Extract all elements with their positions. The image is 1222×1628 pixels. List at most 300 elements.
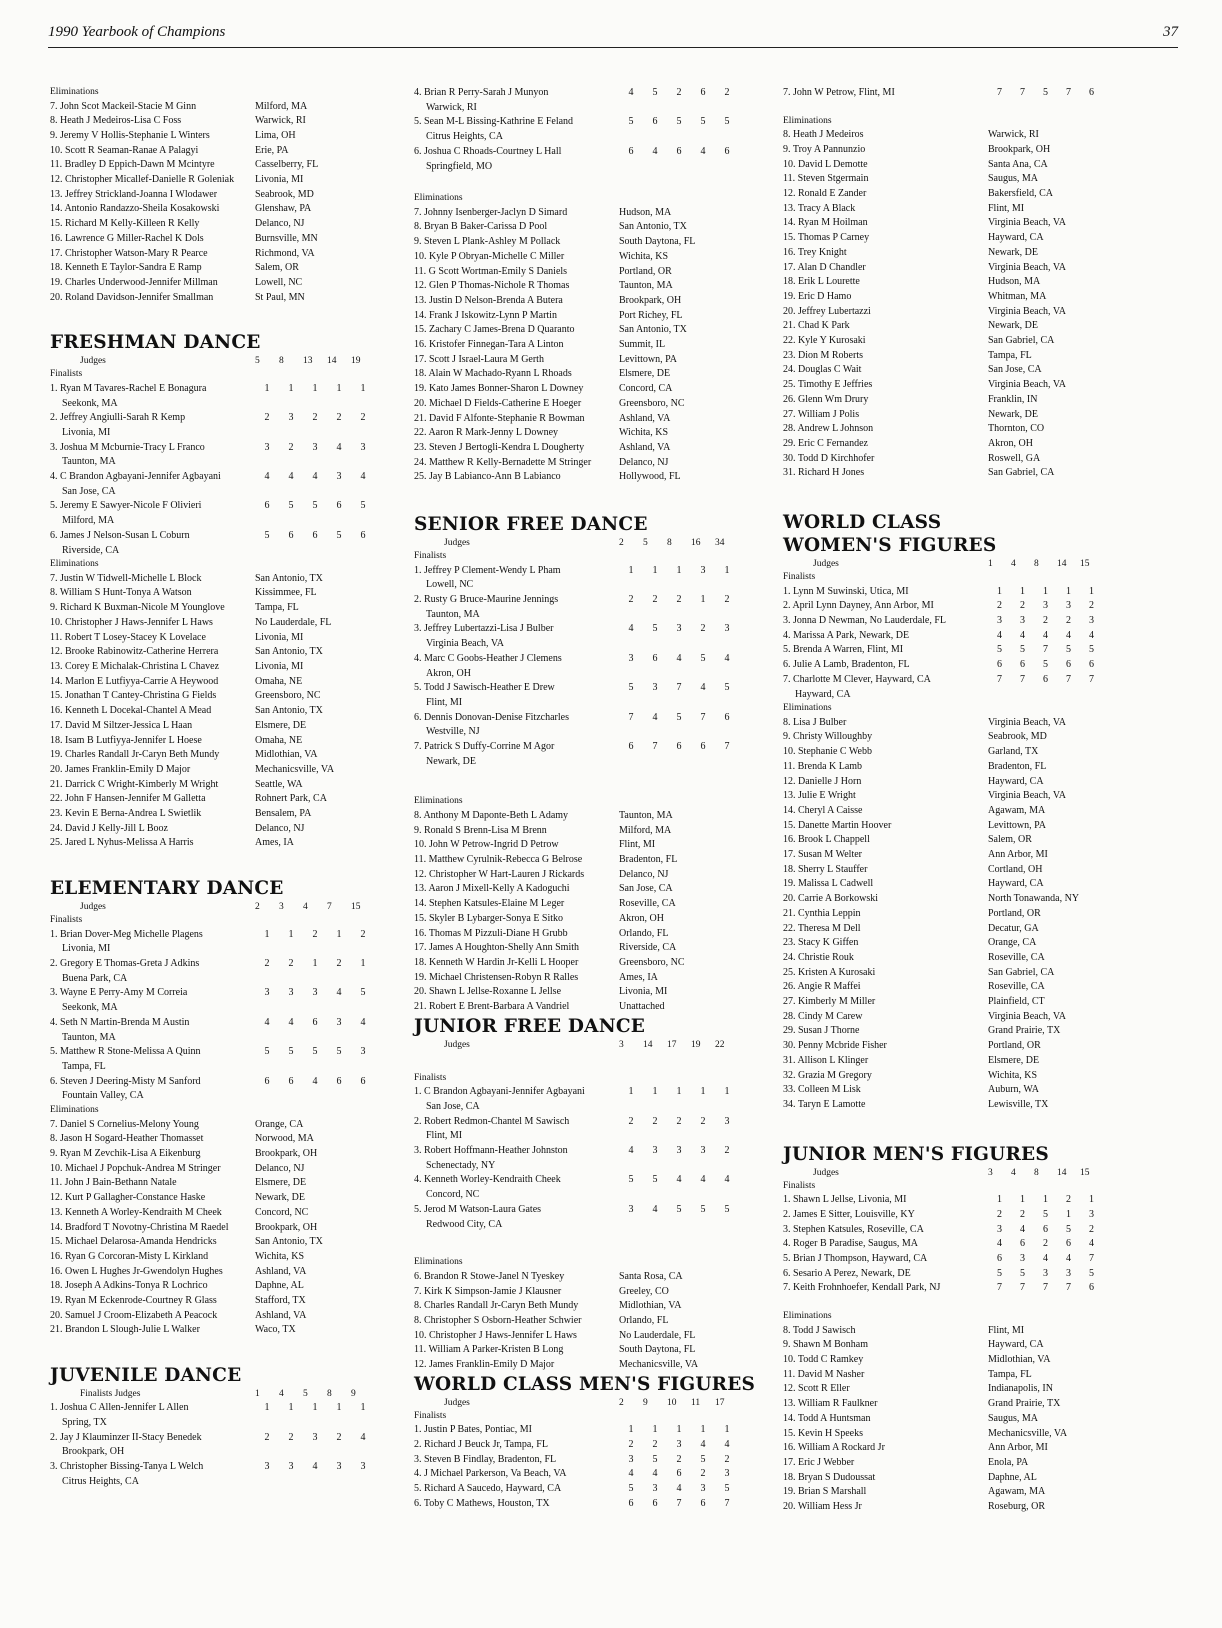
entrant-name: 19. Brian S Marshall [783,1486,867,1498]
entrant-location: Livonia, MI [255,174,304,186]
judge-placement: 4 [336,987,342,999]
entrant-location: Warwick, RI [988,129,1039,141]
entrant-name: 4. Marc C Goobs-Heather J Clemens [414,652,562,664]
judge-placement: 4 [628,623,634,635]
judge-placement: 6 [312,529,318,541]
entrant-name: 12. Scott R Eller [783,1383,850,1395]
entrant-location: Portland, OR [619,265,672,277]
judge-placement: 4 [360,471,366,483]
entrant-location: Ames, IA [619,971,658,983]
judge-placement: 2 [628,593,634,605]
section-spacer [414,174,749,192]
elimination-row [783,1500,1103,1515]
finalist-row [414,115,749,130]
figure-row [414,1453,749,1468]
elimination-row [783,305,1103,320]
entrant-name: 9. Ronald S Brenn-Lisa M Brenn [414,824,547,836]
judge-placement: 3 [360,1046,366,1058]
elimination-row [50,689,385,704]
entrant-location: Wichita, KS [619,250,669,262]
entrant-location: San Gabriel, CA [988,335,1055,347]
elimination-row [50,572,385,587]
entrant-name: 8. Anthony M Daponte-Beth L Adamy [414,809,569,821]
judge-placement: 1 [312,1402,318,1414]
figure-row [783,585,1103,600]
judge-placement: 4 [652,1468,658,1480]
judge-number: 14 [643,1039,653,1050]
entrant-name: 19. Charles Randall Jr-Caryn Beth Mundy [50,749,220,761]
elimination-row [50,144,385,159]
entrant-name: 17. Alan D Chandler [783,261,866,273]
elimination-row [783,745,1103,760]
judge-placement: 6 [336,1075,342,1087]
judge-placement: 6 [1043,673,1048,685]
entrant-name: 19. Eric D Hamo [783,290,852,302]
elimination-row [783,892,1103,907]
entrant-name: 10. Scott R Seaman-Ranae A Palagyi [50,144,199,156]
judge-placement: 4 [700,1174,706,1186]
judge-placement: 1 [997,585,1002,597]
elimination-row [50,792,385,807]
judge-placement: 5 [997,644,1002,656]
entrant-name: 15. Kevin H Speeks [783,1427,863,1439]
judge-number: 22 [715,1039,725,1050]
elimination-row [414,1358,749,1373]
entrant-name: 21. Chad K Park [783,320,850,332]
entrant-name: 11. William A Parker-Kristen B Long [414,1344,564,1356]
entrant-location: Omaha, NE [255,734,303,746]
figure-row [414,1482,749,1497]
elimination-row [783,437,1103,452]
entrant-location: Livonia, MI [255,661,304,672]
entrant-hometown: Citrus Heights, CA [426,131,503,143]
figure-row [783,673,1103,688]
entrant-hometown: Redwood City, CA [426,1218,503,1230]
entrant-location: Milford, MA [255,100,308,112]
judge-number: 2 [619,538,624,549]
judge-placement: 6 [1066,1238,1071,1250]
judge-placement: 3 [676,1145,682,1157]
entrant-location: Virginia Beach, VA [988,1010,1067,1022]
entrant-location: Warwick, RI [255,115,306,127]
judge-placement: 7 [1020,87,1025,98]
subhead: Eliminations [50,559,99,570]
entrant-name: 20. Carrie A Borkowski [783,893,878,905]
subhead: Eliminations [414,193,463,204]
entrant-name: 7. Kirk K Simpson-Jamie J Klausner [414,1285,562,1297]
entrant-name: Hayward, CA [795,688,851,700]
finalist-row [414,652,749,667]
entrant-name: 8. Lisa J Bulber [783,716,847,728]
subhead: Eliminations [50,1105,99,1116]
entrant-location: Roseville, CA [988,981,1045,993]
elimination-row [414,868,749,883]
judge-placement: 5 [652,623,658,635]
entrant-name: 11. David M Nasher [783,1368,865,1380]
entrant-name: 20. Shawn L Jellse-Roxanne L Jellse [414,986,562,998]
judge-placement: 3 [628,652,634,664]
elimination-row [783,290,1103,305]
entrant-location: Elsmere, DE [988,1054,1040,1066]
entrant-hometown: Brookpark, OH [62,1446,125,1458]
section-title: WORLD CLASS [783,512,942,534]
judge-placement: 7 [997,87,1002,98]
section-spacer [783,101,1103,115]
judge-placement: 5 [997,1267,1002,1279]
judge-placement: 6 [652,652,658,664]
entrant-name: 3. Joshua M Mcburnie-Tracy L Franco [50,441,205,453]
judge-number: 4 [303,902,308,913]
judge-placement: 6 [1089,1282,1094,1294]
entrant-location: Greensboro, NC [619,397,685,409]
elimination-row [414,1000,749,1015]
entrant-location: Orlando, FL [619,927,669,939]
judge-number: 7 [327,902,332,913]
elimination-row [783,172,1103,187]
entrant-location: Salem, OR [988,834,1032,846]
entrant-name: 15. Michael Delarosa-Amanda Hendricks [50,1236,217,1248]
elimination-row [783,1427,1103,1442]
elimination-row [414,294,749,309]
judges-header [50,900,385,914]
entrant-name: 4. C Brandon Agbayani-Jennifer Agbayani [50,471,221,483]
elimination-row [414,323,749,338]
elimination-row [414,1314,749,1329]
judge-placement: 6 [724,145,730,157]
entrant-name: 15. Richard M Kelly-Killeen R Kelly [50,218,200,230]
judge-placement: 2 [700,623,706,635]
elimination-row [414,882,749,897]
judge-placement: 3 [1066,600,1071,612]
elimination-row [783,1338,1103,1353]
elimination-row [414,985,749,1000]
finalist-row [50,499,385,514]
judge-placement: 5 [676,711,682,723]
elimination-row [50,1265,385,1280]
entrant-name: 19. Malissa L Cadwell [783,878,874,890]
judge-placement: 4 [676,652,682,664]
finalist-row [414,86,749,101]
elimination-row [50,1309,385,1324]
entrant-name: 6. James J Nelson-Susan L Coburn [50,529,190,541]
judges-label: Judges [444,1039,470,1050]
entrant-name: 24. Christie Rouk [783,951,854,963]
entrant-location: San Antonio, TX [255,572,323,584]
entrant-hometown: Seekonk, MA [62,397,118,409]
judge-placement: 4 [1043,629,1048,641]
entrant-name: 3. Wayne E Perry-Amy M Correia [50,987,188,999]
entrant-name: 22. Aaron R Mark-Jenny L Downey [414,427,559,439]
figure-row [783,1208,1103,1223]
judge-placement: 7 [1020,1282,1025,1294]
entrant-location: Delanco, NJ [619,456,669,468]
entrant-name: 14. Marlon E Lutfiyya-Carrie A Heywood [50,675,219,687]
elimination-row [50,660,385,675]
figure-row [783,629,1103,644]
judge-number: 9 [351,1389,356,1400]
figure-row [783,1267,1103,1282]
entrant-name: 17. Scott J Israel-Laura M Gerth [414,353,544,365]
judge-placement: 5 [652,1174,658,1186]
elimination-row [414,426,749,441]
entrant-location: Virginia Beach, VA [988,261,1067,273]
elimination-row [783,349,1103,364]
judge-placement: 6 [288,529,294,541]
entrant-name: 2. Robert Redmon-Chantel M Sawisch [414,1115,570,1127]
entrant-name: 9. Christy Willoughby [783,731,873,743]
entrant-name: 1. Joshua C Allen-Jennifer L Allen [50,1402,189,1414]
judges-label: Finalists Judges [80,1389,141,1400]
entrant-name: 33. Colleen M Lisk [783,1084,861,1096]
judge-placement: 4 [724,652,730,664]
entrant-name: 18. Kenneth W Hardin Jr-Kelli L Hooper [414,956,579,968]
entrant-name: 7. Daniel S Cornelius-Melony Young [50,1118,199,1130]
judges-label: Judges [444,1397,470,1408]
entrant-name: 31. Richard H Jones [783,467,865,479]
finalist-row [50,470,385,485]
elimination-row [783,1054,1103,1069]
entrant-name: 21. Cynthia Leppin [783,907,861,919]
elimination-row [50,100,385,115]
elimination-row [783,1353,1103,1368]
entrant-name: 22. John F Hansen-Jennifer M Galletta [50,793,206,805]
entrant-name: 4. Brian R Perry-Sarah J Munyon [414,87,549,98]
elimination-row [783,1471,1103,1486]
elimination-row [50,836,385,851]
entrant-name: 28. Cindy M Carew [783,1010,863,1022]
judge-placement: 6 [360,529,366,541]
judge-number: 10 [667,1397,677,1408]
entrant-name: 1. Ryan M Tavares-Rachel E Bonagura [50,382,207,394]
entrant-location: Santa Rosa, CA [619,1270,683,1282]
elimination-row [50,1176,385,1191]
judge-placement: 3 [1043,1267,1048,1279]
judge-placement: 2 [336,1431,342,1443]
elimination-row [414,279,749,294]
entrant-location: Akron, OH [619,912,664,924]
entrant-hometown: Buena Park, CA [62,972,128,984]
entrant-location: Greensboro, NC [255,690,321,702]
figure-row [783,1193,1103,1208]
entrant-location: Orlando, FL [619,1314,669,1326]
elimination-row [414,367,749,382]
entrant-name: 28. Andrew L Johnson [783,423,874,435]
entrant-name: 11. Matthew Cyrulnik-Rebecca G Belrose [414,854,583,866]
elimination-row [50,631,385,646]
entrant-name: 1. Lynn M Suwinski, Utica, MI [783,585,909,597]
judge-placement: 1 [288,1402,294,1414]
entrant-location: Flint, MI [988,1324,1025,1336]
judge-placement: 1 [288,382,294,394]
judge-placement: 2 [997,600,1002,612]
entrant-name: 13. Tracy A Black [783,202,856,214]
judge-number: 4 [1011,1167,1016,1178]
judge-placement: 3 [1089,614,1094,626]
entrant-location: Mechanicsville, VA [988,1427,1068,1439]
entrant-location: Ann Arbor, MI [988,849,1048,861]
elimination-row [414,912,749,927]
entrant-location: North Tonawanda, NY [988,893,1080,905]
judge-number: 19 [691,1039,701,1050]
elimination-row [783,760,1103,775]
entrant-location: Riverside, CA [619,942,677,954]
finalist-row [50,1401,385,1416]
entrant-hometown: Livonia, MI [62,426,111,438]
entrant-location: Waco, TX [255,1324,296,1336]
section-spacer [414,1232,749,1256]
elimination-row [783,1441,1103,1456]
entrant-name: 12. Kurt P Gallagher-Constance Haske [50,1192,206,1204]
entrant-name: 12. Christopher W Hart-Lauren J Rickards [414,868,585,880]
judge-placement: 2 [724,1453,730,1465]
elimination-row [783,466,1103,481]
judge-placement: 4 [1089,1238,1094,1250]
entrant-name: 8. Heath J Medeiros-Lisa C Foss [50,115,182,127]
entrant-name: 8. Jason H Sogard-Heather Thomasset [50,1133,204,1145]
judges-header [414,1038,749,1052]
judge-placement: 7 [1020,673,1025,685]
entrant-name: 7. John W Petrow, Flint, MI [783,87,895,98]
entrant-name: 11. Steven Stgermain [783,173,869,185]
entrant-location: Midlothian, VA [255,749,318,761]
judge-placement: 3 [312,1431,318,1443]
subhead: Finalists [414,551,447,562]
elimination-row [50,719,385,734]
entrant-name: 14. Todd A Huntsman [783,1412,871,1424]
judge-placement: 4 [1089,629,1094,641]
elimination-row [783,936,1103,951]
entrant-location: San Antonio, TX [255,646,323,658]
entrant-hometown: Flint, MI [426,696,463,708]
entrant-name: 19. Ryan M Eckenrode-Courtney R Glass [50,1295,217,1307]
entrant-name: 2. James E Sitter, Louisville, KY [783,1208,915,1220]
entrant-hometown: Westville, NJ [426,726,480,738]
elimination-row [414,412,749,427]
figure-row [783,658,1103,673]
elimination-row [783,980,1103,995]
entrant-location: Hudson, MA [988,276,1041,288]
judge-placement: 6 [676,741,682,753]
figure-row [783,1237,1103,1252]
finalist-row [414,1115,749,1130]
judge-placement: 6 [360,1075,366,1087]
elimination-row [50,1323,385,1338]
judge-placement: 3 [724,1468,730,1480]
subhead: Eliminations [783,1311,832,1322]
judge-placement: 2 [288,958,294,970]
judge-placement: 3 [724,1115,730,1127]
elimination-row [783,378,1103,393]
entrant-location: Virginia Beach, VA [988,716,1067,728]
judge-number: 15 [1080,1167,1090,1178]
elimination-row [783,922,1103,937]
judge-placement: 1 [1020,585,1025,597]
entrant-name: 2. April Lynn Dayney, Ann Arbor, MI [783,600,934,612]
entrant-name: 24. David J Kelly-Jill L Booz [50,822,168,834]
elimination-row [50,1235,385,1250]
elimination-row [414,220,749,235]
subhead: Eliminations [783,703,832,714]
entrant-name: 10. Todd C Ramkey [783,1354,864,1366]
judge-placement: 1 [997,1194,1002,1206]
judge-placement: 4 [1066,1253,1071,1264]
elimination-row [783,187,1103,202]
entrant-hometown: Riverside, CA [62,544,120,556]
elimination-row [783,1397,1103,1412]
entrant-name: 23. Steven J Bertogli-Kendra L Dougherty [414,441,585,453]
judge-placement: 6 [676,1468,682,1480]
finalist-row [414,1144,749,1159]
finalist-row [50,1016,385,1031]
entrant-location: San Antonio, TX [255,705,323,717]
finalist-row [414,711,749,726]
judge-placement: 1 [1089,1194,1094,1206]
entrant-hometown: Taunton, MA [426,608,480,620]
judge-number: 8 [1034,559,1039,570]
elimination-row [783,231,1103,246]
judge-placement: 4 [312,1460,318,1472]
entrant-name: 2. Rusty G Bruce-Maurine Jennings [414,593,559,605]
judge-placement: 2 [312,412,318,424]
elimination-row [783,716,1103,731]
entrant-name: 14. Cheryl A Caisse [783,804,863,816]
elimination-row [783,995,1103,1010]
elimination-row [783,408,1103,423]
finalist-row [50,1045,385,1060]
entrant-location: Plainfield, CT [988,996,1045,1008]
elimination-row [783,1456,1103,1471]
judge-number: 4 [279,1389,284,1400]
judge-placement: 5 [1089,1267,1094,1279]
judge-number: 8 [327,1389,332,1400]
finalist-row [414,145,749,160]
finalist-row [414,593,749,608]
entrant-hometown: San Jose, CA [62,485,116,497]
elimination-row [783,1324,1103,1339]
subhead: Finalists [783,572,816,583]
entrant-name: 16. Owen L Hughes Jr-Gwendolyn Hughes [50,1265,223,1277]
judge-placement: 5 [1020,1267,1025,1279]
judge-placement: 3 [1089,1208,1094,1220]
judge-placement: 5 [628,116,634,128]
judge-placement: 2 [628,1115,634,1127]
judge-placement: 1 [700,1424,706,1436]
entrant-location: Hayward, CA [988,878,1044,890]
subhead: Finalists [50,369,83,380]
judge-placement [988,688,1011,703]
entrant-name: 3. Christopher Bissing-Tanya L Welch [50,1460,204,1472]
entrant-name: 32. Grazia M Gregory [783,1069,872,1081]
section-title: WORLD CLASS MEN'S FIGURES [414,1373,756,1395]
judge-placement: 2 [1020,1208,1025,1220]
judge-number: 14 [1057,559,1067,570]
entrant-hometown: Livonia, MI [62,943,111,955]
entrant-name: 6. Julie A Lamb, Bradenton, FL [783,659,910,671]
entrant-name: 13. Aaron J Mixell-Kelly A Kadoguchi [414,883,570,895]
elimination-row [50,1118,385,1133]
judge-placement: 6 [700,87,706,98]
judge-placement [1080,688,1103,703]
judge-placement: 2 [360,928,366,940]
entrant-location: Thornton, CO [988,423,1045,435]
judge-placement: 6 [997,1253,1002,1264]
judge-number: 9 [643,1397,648,1408]
judge-placement: 1 [336,1402,342,1414]
entrant-hometown: Taunton, MA [62,456,116,468]
entrant-hometown: Warwick, RI [426,101,477,113]
judge-number: 5 [255,356,260,367]
entrant-name: 25. Jay B Labianco-Ann B Labianco [414,471,561,483]
